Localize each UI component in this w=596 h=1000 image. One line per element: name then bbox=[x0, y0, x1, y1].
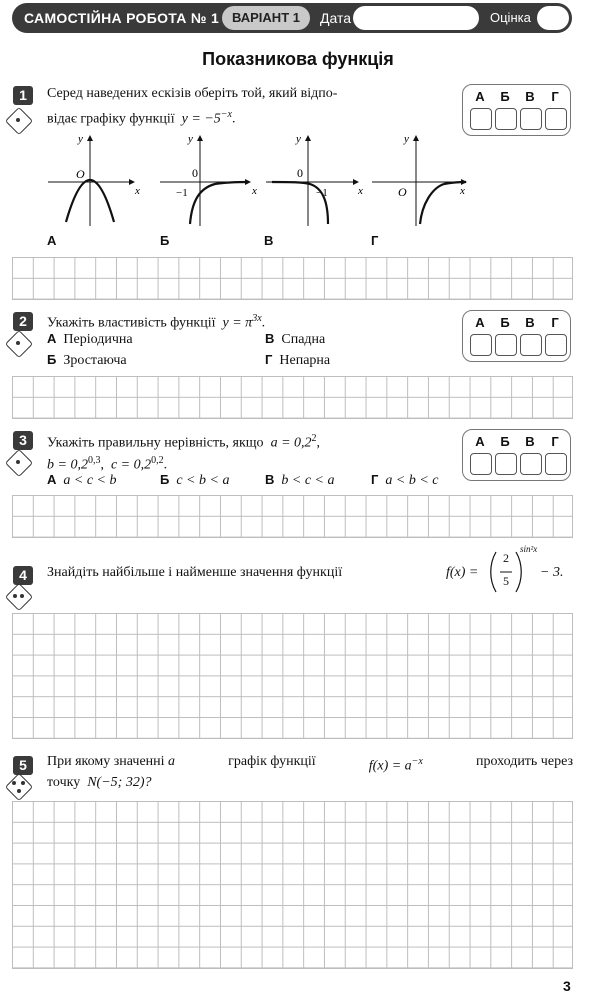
option-text: a < b < c bbox=[385, 473, 439, 488]
task-1-line1: Серед наведених ескізів оберіть той, який відпо- bbox=[47, 86, 338, 101]
difficulty-dot-icon bbox=[16, 118, 20, 122]
answer-letter: А bbox=[475, 315, 485, 330]
task-number: 3 bbox=[13, 431, 33, 450]
grade-field[interactable] bbox=[537, 6, 569, 30]
answer-cell-v[interactable] bbox=[520, 108, 542, 130]
answer-box bbox=[462, 429, 571, 481]
task-5-line2 bbox=[47, 772, 152, 793]
graph-v bbox=[266, 133, 363, 226]
task-number: 1 bbox=[13, 86, 33, 105]
option-text: a < c < b bbox=[63, 473, 117, 488]
option-letter: Б bbox=[47, 352, 57, 367]
task-2-line1: Укажіть властивість функції bbox=[47, 315, 216, 331]
answer-letter: А bbox=[475, 434, 485, 449]
answer-grid-4[interactable] bbox=[12, 613, 573, 739]
task-number: 4 bbox=[13, 566, 33, 585]
work-title: САМОСТІЙНА РОБОТА № 1 bbox=[24, 10, 220, 26]
task-number: 5 bbox=[13, 756, 33, 775]
answer-cell-g[interactable] bbox=[545, 334, 567, 356]
option-letter: Г bbox=[265, 352, 273, 367]
task-4-tail: − 3. bbox=[540, 565, 564, 580]
task-3-option-g bbox=[371, 469, 438, 491]
task-5-point-label: точку bbox=[47, 775, 81, 790]
task-5-point: N(−5; 32)? bbox=[87, 775, 152, 790]
option-letter: В bbox=[265, 472, 275, 487]
answer-letter: Г bbox=[551, 315, 559, 330]
graph-g bbox=[372, 133, 466, 226]
graph-b-x-label: x bbox=[252, 185, 257, 197]
option-text: Періодична bbox=[63, 332, 133, 347]
task-4-numerator: 2 bbox=[503, 551, 509, 565]
option-text: Зростаюча bbox=[63, 353, 127, 368]
date-label: Дата bbox=[320, 10, 352, 26]
answer-cell-g[interactable] bbox=[545, 108, 567, 130]
answer-grid-3[interactable] bbox=[12, 495, 573, 538]
task-2-text: Укажіть властивість функції $y = \pi^{3x}$. bbox=[47, 313, 266, 331]
task-3-a-exp: 2 bbox=[311, 433, 317, 444]
graph-b-curve bbox=[190, 182, 248, 224]
answer-letter: Б bbox=[500, 89, 510, 104]
answer-cell-v[interactable] bbox=[520, 453, 542, 475]
difficulty-dot-icon bbox=[17, 789, 21, 793]
variant-badge: ВАРІАНТ 1 bbox=[222, 6, 310, 30]
graph-b-zero: 0 bbox=[192, 166, 198, 180]
graph-g-y-label: y bbox=[404, 133, 409, 145]
graphs-sketches bbox=[40, 128, 480, 228]
task-1-formula-exp: −x bbox=[220, 109, 232, 120]
task-2-option-a bbox=[47, 328, 133, 350]
task-2-option-v bbox=[265, 328, 325, 350]
option-letter: Г bbox=[371, 472, 379, 487]
graph-g-origin: O bbox=[398, 185, 407, 199]
task-3-b-exp: 0,3 bbox=[87, 455, 101, 466]
graph-v-zero: 0 bbox=[297, 166, 303, 180]
graph-label-g: Г bbox=[371, 233, 379, 248]
answer-grid-2[interactable] bbox=[12, 376, 573, 419]
task-3-option-b bbox=[160, 469, 229, 491]
option-letter: Б bbox=[160, 472, 170, 487]
answer-box bbox=[462, 310, 571, 362]
graph-g-x-label: x bbox=[460, 185, 465, 197]
answer-letter: Б bbox=[500, 315, 510, 330]
answer-cell-b[interactable] bbox=[495, 108, 517, 130]
task-2-option-g bbox=[265, 349, 330, 371]
option-text: b < c < a bbox=[281, 473, 335, 488]
task-3-line1: Укажіть правильну нерівність, якщо bbox=[47, 435, 264, 451]
answer-letter: Г bbox=[551, 89, 559, 104]
graph-label-a: А bbox=[47, 233, 57, 248]
task-2-formula: y = π bbox=[222, 315, 253, 331]
answer-cell-b[interactable] bbox=[495, 334, 517, 356]
graph-b bbox=[160, 133, 257, 226]
task-5-f: f(x) = a bbox=[368, 758, 412, 774]
task-3-option-v bbox=[265, 469, 335, 491]
graph-a bbox=[48, 133, 140, 226]
answer-cell-a[interactable] bbox=[470, 334, 492, 356]
task-1-text bbox=[47, 83, 447, 130]
task-3-text: Укажіть правильну нерівність, якщо $a = 0,2^2$, bbox=[47, 433, 321, 451]
option-letter: А bbox=[47, 331, 57, 346]
task-5-text-c: проходить через bbox=[475, 754, 573, 769]
grade-label: Оцінка bbox=[490, 10, 531, 25]
answer-cell-g[interactable] bbox=[545, 453, 567, 475]
option-letter: В bbox=[265, 331, 275, 346]
answer-letter: Б bbox=[500, 434, 510, 449]
task-5-text-a: При якому значенні bbox=[47, 754, 165, 769]
date-field[interactable] bbox=[353, 6, 479, 30]
task-2-option-b bbox=[47, 349, 127, 371]
task-3-c-exp: 0,2 bbox=[151, 455, 164, 466]
answer-letter: Г bbox=[551, 434, 559, 449]
task-4-text: Знайдіть найбільше і найменше значення функції bbox=[47, 565, 343, 580]
task-3-c-def: c = 0,2 bbox=[110, 457, 152, 473]
option-text: Спадна bbox=[281, 332, 326, 347]
graph-label-b: Б bbox=[160, 233, 170, 248]
answer-letter: В bbox=[525, 89, 535, 104]
task-5-f-exp: −x bbox=[411, 756, 423, 767]
graph-v-y-label: y bbox=[296, 133, 301, 145]
difficulty-dot-icon bbox=[16, 460, 20, 464]
option-text: Непарна bbox=[279, 353, 331, 368]
answer-letter: В bbox=[525, 434, 535, 449]
graph-label-v: В bbox=[264, 233, 274, 248]
answer-cell-v[interactable] bbox=[520, 334, 542, 356]
answer-grid-1[interactable] bbox=[12, 257, 573, 300]
task-1-line2-text: відає графіку функції bbox=[47, 111, 175, 127]
difficulty-icon bbox=[5, 583, 33, 611]
graph-v-minus-one: −1 bbox=[316, 187, 328, 199]
task-3-a-def: a = 0,2 bbox=[270, 435, 312, 451]
graph-a-y-label: y bbox=[78, 133, 83, 145]
answer-cell-a[interactable] bbox=[470, 453, 492, 475]
task-4-denominator: 5 bbox=[503, 574, 509, 588]
task-1-formula: y = −5 bbox=[181, 111, 221, 127]
graph-b-y-label: y bbox=[188, 133, 193, 145]
difficulty-dot-icon bbox=[12, 781, 16, 785]
answer-letter: А bbox=[475, 89, 485, 104]
option-text: c < b < a bbox=[176, 473, 230, 488]
task-4-f: f(x) = bbox=[446, 565, 479, 580]
answer-cell-b[interactable] bbox=[495, 453, 517, 475]
graph-b-minus-one: −1 bbox=[176, 187, 188, 199]
graph-a-origin: O bbox=[76, 167, 85, 181]
page-title: Показникова функція bbox=[202, 49, 394, 69]
option-letter: А bbox=[47, 472, 57, 487]
difficulty-dot-icon bbox=[16, 341, 20, 345]
task-number: 2 bbox=[13, 312, 33, 331]
difficulty-dot-icon bbox=[13, 594, 17, 598]
difficulty-icon bbox=[5, 773, 33, 801]
task-5-text-b: графік функції bbox=[228, 754, 316, 769]
difficulty-dot-icon bbox=[20, 594, 24, 598]
task-3-option-a bbox=[47, 469, 117, 491]
task-5-a: a bbox=[168, 754, 176, 769]
task-1-line2: відає графіку функції $y = -5^{-x}$. bbox=[47, 109, 236, 127]
task-3-b-def: b = 0,2 bbox=[47, 457, 88, 473]
graph-v-x-label: x bbox=[358, 185, 363, 197]
graph-a-x-label: x bbox=[135, 185, 140, 197]
answer-cell-a[interactable] bbox=[470, 108, 492, 130]
page-number: 3 bbox=[563, 978, 571, 994]
answer-grid-5[interactable] bbox=[12, 801, 573, 969]
task-4-exponent: sin²x bbox=[520, 544, 538, 554]
difficulty-dot-icon bbox=[21, 781, 25, 785]
answer-letter: В bbox=[525, 315, 535, 330]
task-3-line2: $b = 0,2^{0,3}$, $c = 0,2^{0,2}$. bbox=[47, 455, 168, 473]
task-2-formula-exp: 3x bbox=[252, 313, 262, 324]
